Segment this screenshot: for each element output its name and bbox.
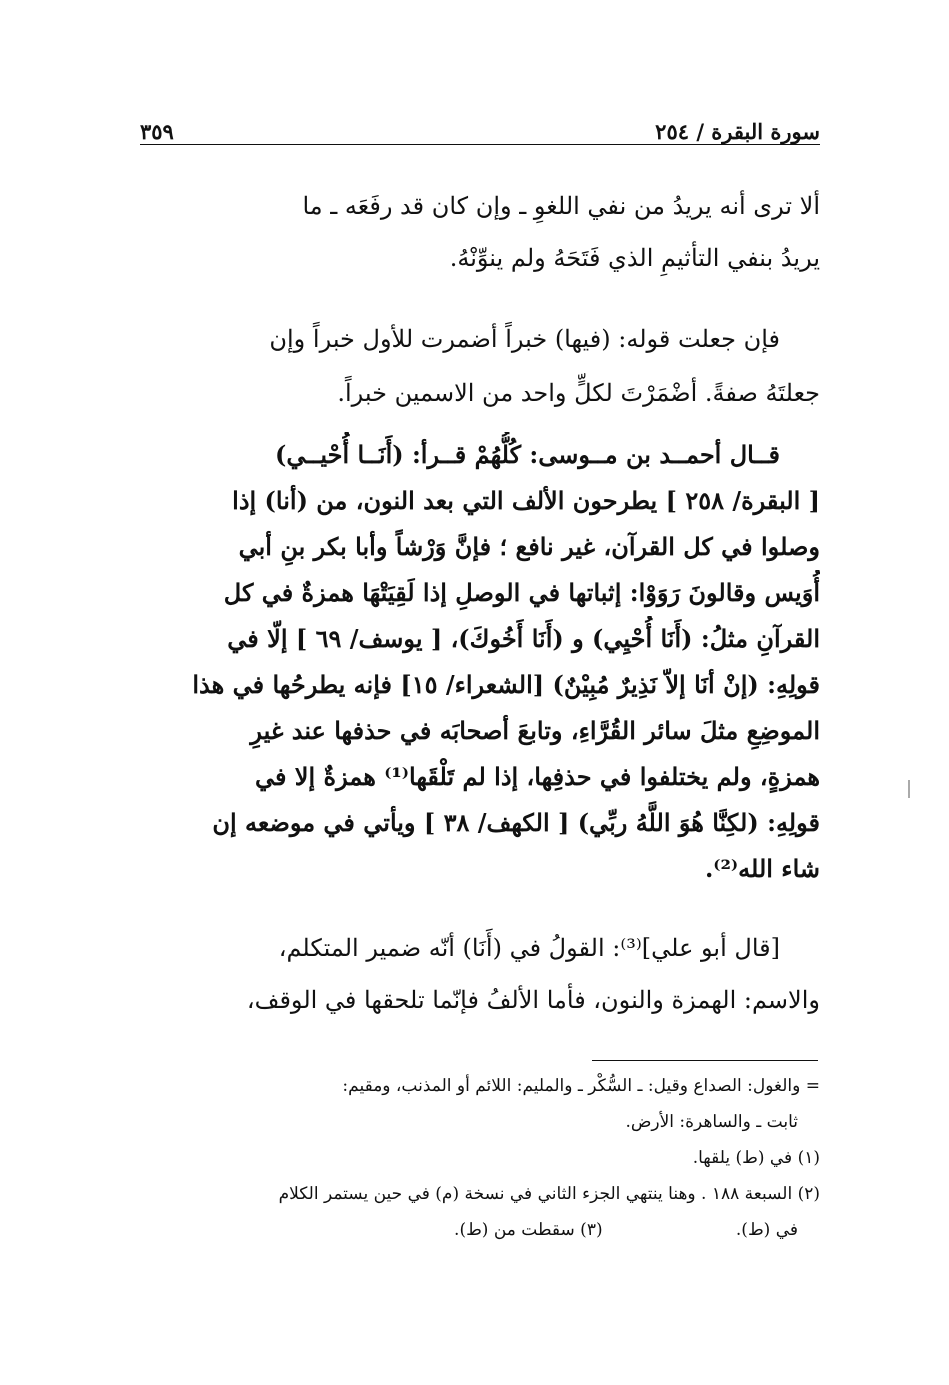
- paragraph-3-quote: [140, 432, 820, 892]
- footnotes: [140, 1068, 820, 1248]
- text-line: قولِهِ: (لكِنَّا هُوَ اللَّهُ ربِّي) [ الكهف/ ٣٨ ] ويأتي في موضعه إن: [212, 808, 820, 837]
- text-line: قولِهِ: (إنْ أنَا إلاّ نَذِيرٌ مُبِيْنٌ) [الشعراء/ ١٥] فإنه يطرحُها في هذا: [192, 670, 820, 699]
- footnote-1: (١) في (ط) يلقها.: [692, 1148, 820, 1168]
- text-line: القرآنِ مثلُ: (أَنَا أُحْيِي) و (أَنَا أَخُوكَ)، [ يوسف/ ٦٩ ] إلّا في: [227, 624, 820, 653]
- text-line: قــال أحمــد بن مــوسى: كُلُّهُمْ قــرأ: (أَنَــا أُحْيــي): [274, 440, 780, 469]
- paragraph-1: [140, 180, 820, 284]
- text-line: أُوَيس وقالونَ رَوَوْا: إثباتها في الوصلِ إذا لَقِيَتْهَا همزةٌ في كل: [223, 578, 820, 607]
- footnote-2-continued: في (ط).: [735, 1220, 798, 1240]
- text-line: فإن جعلت قوله: (فيها) خبراً أضمرت للأول خبراً وإن: [269, 325, 780, 353]
- margin-mark: [908, 780, 910, 798]
- footnote-continued: ثابت ـ والساهرة: الأرض.: [625, 1112, 798, 1132]
- footnote-row: [140, 1212, 820, 1248]
- page-number: ٣٥٩: [140, 119, 174, 144]
- paragraph-4: [140, 922, 820, 1026]
- footnote-continued: = والغول: الصداع وقيل: ـ السُّكْر ـ والمليم: اللائم أو المذنب، ومقيم:: [342, 1076, 820, 1096]
- header-rule: [140, 144, 820, 145]
- running-header: [140, 108, 820, 144]
- text-line: شاء الله⁽²⁾.: [704, 854, 820, 883]
- running-title: سورة البقرة / ٢٥٤: [655, 119, 820, 144]
- footnote-3: (٣) سقطت من (ط).: [454, 1220, 603, 1240]
- text-line: يريدُ بنفي التأثيمِ الذي فَتَحَهُ ولم ينوِّنْهُ.: [449, 244, 820, 272]
- text-line: جعلتَهُ صفةً. أضْمَرْتَ لكلٍّ واحد من الاسمين خبراً.: [337, 379, 820, 407]
- text-line: [ البقرة/ ٢٥٨ ] يطرحون الألف التي بعد النون، من (أنا) إذا: [232, 486, 820, 515]
- text-line: ألا ترى أنه يريدُ من نفي اللغوِ ـ وإن كان قد رفَعَه ـ ما: [302, 192, 820, 220]
- text-line: وصلوا في كل القرآن، غير نافع ؛ فإنَّ وَرْشاً وأبا بكر بنِ أبي: [238, 532, 820, 561]
- paragraph-2: [140, 312, 820, 420]
- text-line: والاسم: الهمزة والنون، فأما الألفُ فإنّما تلحقها في الوقف،: [246, 986, 820, 1014]
- text-line: الموضِعِ مثلَ سائر القُرَّاءِ، وتابعَ أصحابَه في حذفها عند غيرِ: [250, 716, 820, 745]
- footnote-2: (٢) السبعة ١٨٨ . وهنا ينتهي الجزء الثاني في نسخة (م) في حين يستمر الكلام: [278, 1184, 820, 1204]
- text-line: همزةٍ، ولم يختلفوا في حذفِها، إذا لم تَلْقَها⁽¹⁾ همزةٌ إلا في: [254, 762, 820, 791]
- text-line: [قال أبو علي]⁽³⁾: القولُ في (أَنَا) أنّه ضمير المتكلم،: [278, 934, 780, 962]
- footnote-rule: [592, 1060, 818, 1061]
